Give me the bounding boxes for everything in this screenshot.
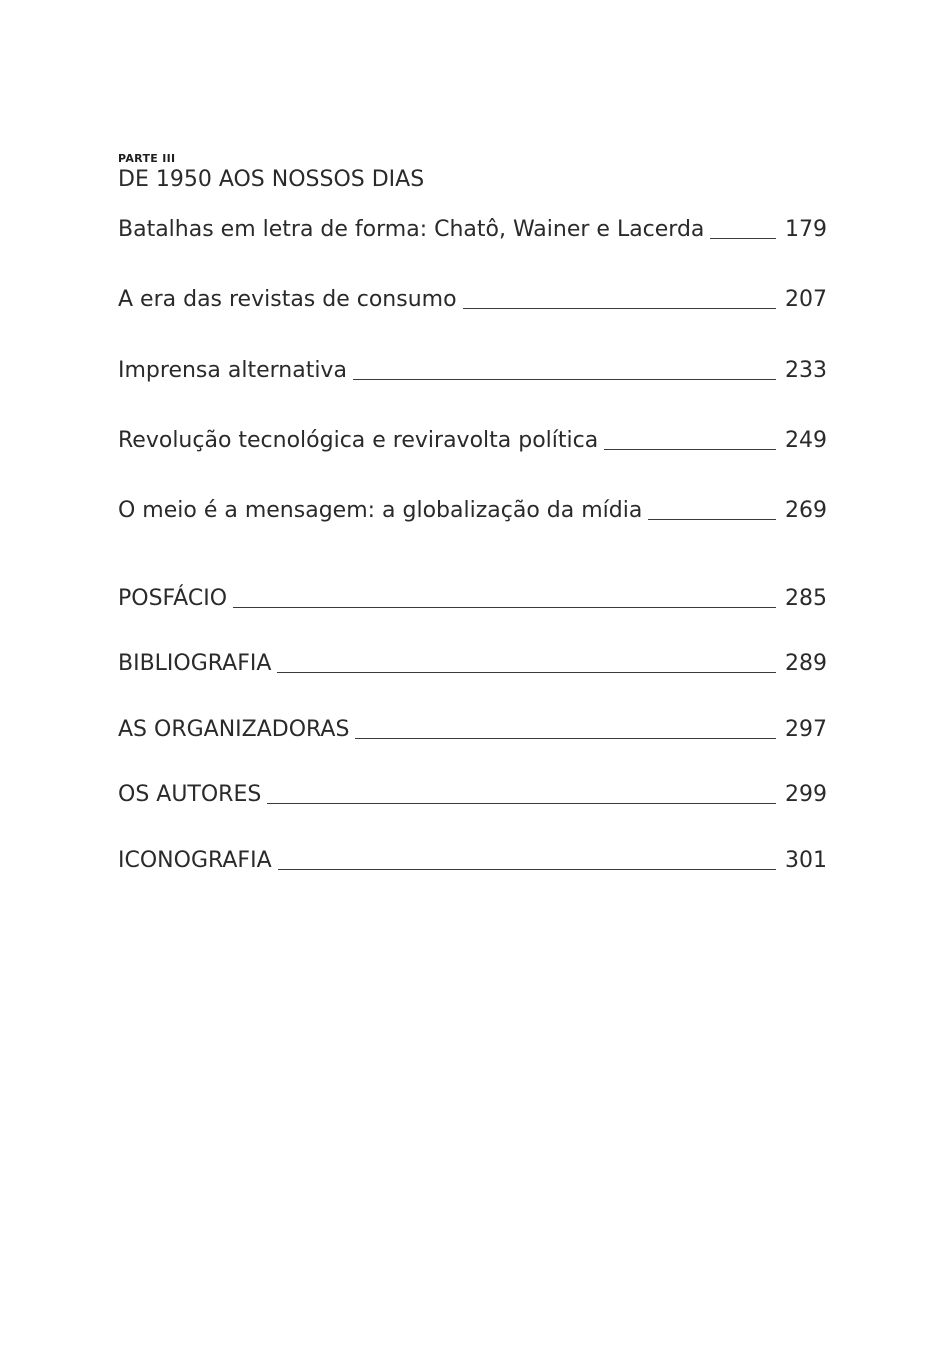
toc-entry-title: Imprensa alternativa [118, 358, 347, 383]
toc-leader-line [604, 448, 776, 450]
toc-entry-title: O meio é a mensagem: a globalização da mídia [118, 498, 643, 523]
toc-entry-title: Batalhas em letra de forma: Chatô, Wainer e Lacerda [118, 217, 705, 242]
toc-entry-chapter [118, 212, 827, 244]
toc-entry-chapter [118, 353, 827, 385]
toc-entry-page: 249 [785, 428, 827, 453]
toc-entry-page: 179 [785, 217, 827, 242]
toc-leader-line [278, 868, 776, 870]
toc-entry-page: 289 [785, 651, 827, 676]
toc-entry-page: 269 [785, 498, 827, 523]
toc-leader-line [463, 307, 776, 309]
toc-entry-back-matter [118, 843, 827, 875]
toc-entry-page: 301 [785, 848, 827, 873]
toc-entry-title: OS AUTORES [118, 782, 262, 807]
toc-entry-page: 207 [785, 287, 827, 312]
toc-leader-line [355, 737, 776, 739]
toc-leader-line [267, 802, 776, 804]
toc-entry-title: Revolução tecnológica e reviravolta política [118, 428, 599, 453]
toc-entry-chapter [118, 423, 827, 455]
toc-entry-page: 233 [785, 358, 827, 383]
toc-entry-back-matter [118, 646, 827, 678]
toc-entry-back-matter [118, 581, 827, 613]
toc-entry-title: ICONOGRAFIA [118, 848, 272, 873]
toc-entry-title: BIBLIOGRAFIA [118, 651, 272, 676]
toc-entry-back-matter [118, 777, 827, 809]
toc-leader-line [353, 378, 776, 380]
toc-entry-chapter [118, 493, 827, 525]
toc-leader-line [277, 671, 776, 673]
toc-entry-page: 297 [785, 717, 827, 742]
toc-leader-line [648, 518, 776, 520]
part-title: DE 1950 AOS NOSSOS DIAS [118, 167, 425, 192]
toc-entry-chapter [118, 282, 827, 314]
toc-leader-line [233, 606, 776, 608]
toc-entry-title: POSFÁCIO [118, 586, 228, 611]
toc-leader-line [710, 237, 776, 239]
toc-entry-page: 285 [785, 586, 827, 611]
toc-entry-title: AS ORGANIZADORAS [118, 717, 350, 742]
toc-entry-back-matter [118, 712, 827, 744]
toc-entry-title: A era das revistas de consumo [118, 287, 457, 312]
part-label: PARTE III [118, 152, 176, 165]
toc-entry-page: 299 [785, 782, 827, 807]
